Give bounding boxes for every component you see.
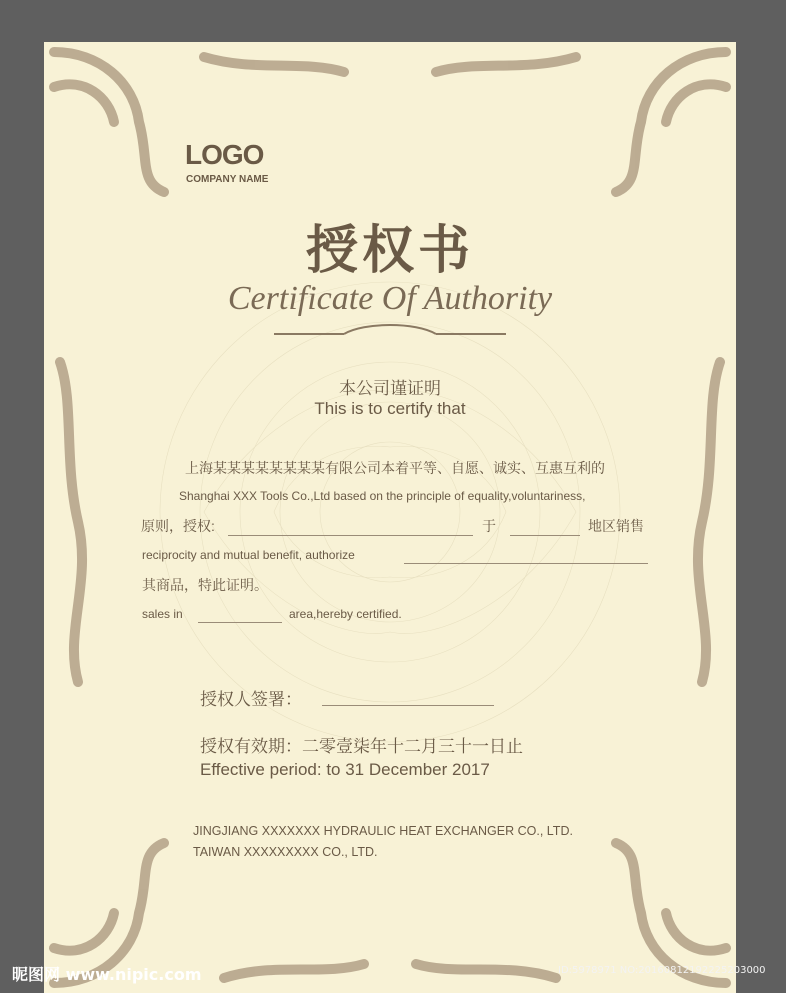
paragraph-en-line3-suffix: area,hereby certified. xyxy=(289,607,402,621)
authorized-party-blank xyxy=(228,535,473,536)
paragraph-cn-line1: 上海某某某某某某某某有限公司本着平等、自愿、诚实、互惠互利的 xyxy=(185,460,605,476)
signature-line xyxy=(322,705,494,706)
certificate-title-cn: 授权书 xyxy=(305,220,474,281)
certificate-title-en: Certificate Of Authority xyxy=(227,280,553,317)
nipic-watermark: 昵图网 www.nipic.com xyxy=(12,965,202,984)
paragraph-en-line1: Shanghai XXX Tools Co.,Ltd based on the principle of equality,voluntariness, xyxy=(179,489,586,503)
paragraph-en-line3-prefix: sales in xyxy=(142,607,183,621)
image-id-watermark: ID:5978971 NO:20160812192225203000 xyxy=(558,965,766,976)
paragraph-cn-line2-middle: 于 xyxy=(482,518,496,534)
company-line-2: TAIWAN XXXXXXXXX CO., LTD. xyxy=(193,845,378,859)
intro-cn: 本公司谨证明 xyxy=(339,379,441,398)
sales-region-blank-en xyxy=(198,622,282,623)
paragraph-cn-line3: 其商品，特此证明。 xyxy=(142,577,268,593)
intro-en: This is to certify that xyxy=(314,399,466,418)
company-name: COMPANY NAME xyxy=(186,174,269,185)
validity-cn: 授权有效期：二零壹柒年十二月三十一日止 xyxy=(200,737,523,756)
paragraph-en-line2: reciprocity and mutual benefit, authorize xyxy=(142,548,355,562)
title-underline-ornament xyxy=(274,325,506,334)
paragraph-cn-line2-prefix: 原则，授权: xyxy=(141,518,215,534)
signature-label: 授权人签署： xyxy=(200,690,302,709)
paragraph-cn-line2-suffix: 地区销售 xyxy=(588,518,644,534)
company-line-1: JINGJIANG XXXXXXX HYDRAULIC HEAT EXCHANGER CO., LTD. xyxy=(193,824,573,838)
region-blank xyxy=(510,535,580,536)
validity-en: Effective period: to 31 December 2017 xyxy=(200,760,490,779)
company-logo: LOGO xyxy=(185,139,264,170)
certificate-sheet xyxy=(44,42,736,993)
authorize-blank-en xyxy=(404,563,648,564)
